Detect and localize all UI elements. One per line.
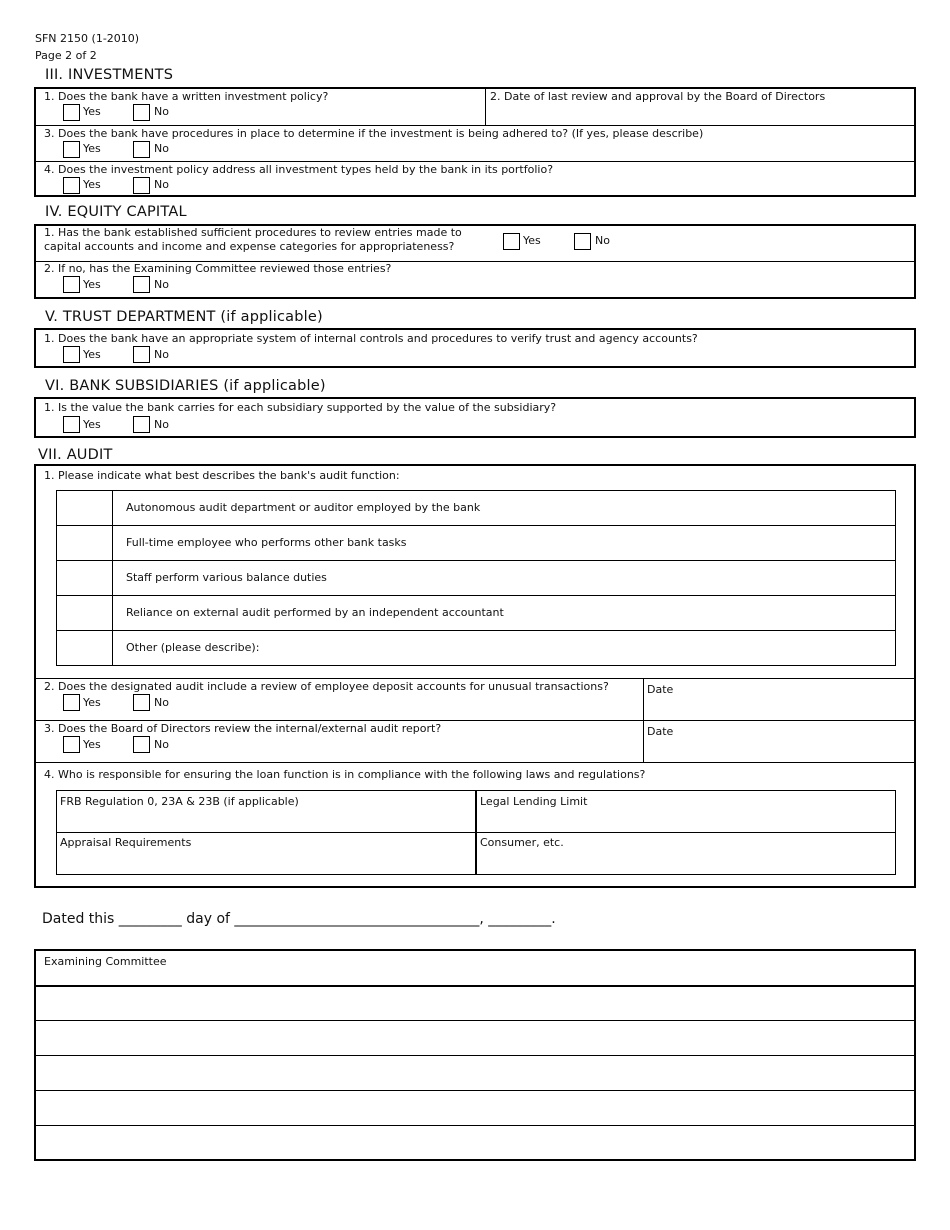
- audit-q3-no-checkbox[interactable]: [133, 736, 150, 753]
- audit-option-2: Full-time employee who performs other bank tasks: [126, 536, 407, 549]
- subsidiaries-q1-no-checkbox[interactable]: [133, 416, 150, 433]
- committee-signature-line[interactable]: [36, 1091, 914, 1125]
- yes-label: Yes: [83, 142, 101, 155]
- no-label: No: [595, 234, 610, 247]
- equity-q2-yes-checkbox[interactable]: [63, 276, 80, 293]
- audit-q2: 2. Does the designated audit include a review of employee deposit accounts for unusual transactions?: [44, 680, 609, 693]
- investments-q3-no-checkbox[interactable]: [133, 141, 150, 158]
- no-label: No: [154, 738, 169, 751]
- trust-q1-no-checkbox[interactable]: [133, 346, 150, 363]
- subsidiaries-box: [34, 397, 916, 438]
- section-equity-title: IV. EQUITY CAPITAL: [45, 204, 187, 220]
- yes-label: Yes: [83, 738, 101, 751]
- page-number: Page 2 of 2: [35, 49, 97, 62]
- equity-q2-no-checkbox[interactable]: [133, 276, 150, 293]
- audit-option-5-checkbox[interactable]: [57, 631, 112, 665]
- audit-option-1: Autonomous audit department or auditor employed by the bank: [126, 501, 481, 514]
- committee-signature-line[interactable]: [36, 987, 914, 1020]
- investments-box: [34, 87, 916, 197]
- yes-label: Yes: [83, 696, 101, 709]
- yes-label: Yes: [83, 178, 101, 191]
- examining-committee-label: Examining Committee: [44, 955, 167, 968]
- dated-line[interactable]: Dated this _________ day of ___________________________________, _________.: [42, 911, 556, 927]
- reg-frb: FRB Regulation 0, 23A & 23B (if applicable): [60, 795, 299, 808]
- no-label: No: [154, 418, 169, 431]
- no-label: No: [154, 348, 169, 361]
- subsidiaries-q1: 1. Is the value the bank carries for each subsidiary supported by the value of the subsidiary?: [44, 401, 557, 414]
- yes-label: Yes: [83, 105, 101, 118]
- audit-option-3-checkbox[interactable]: [57, 561, 112, 595]
- no-label: No: [154, 142, 169, 155]
- audit-q3: 3. Does the Board of Directors review the internal/external audit report?: [44, 722, 442, 735]
- trust-box: [34, 328, 916, 368]
- audit-option-3: Staff perform various balance duties: [126, 571, 327, 584]
- section-trust-title: V. TRUST DEPARTMENT (if applicable): [45, 309, 323, 325]
- no-label: No: [154, 278, 169, 291]
- committee-signature-line[interactable]: [36, 1126, 914, 1159]
- yes-label: Yes: [83, 278, 101, 291]
- audit-option-1-checkbox[interactable]: [57, 491, 112, 525]
- reg-legal-lending: Legal Lending Limit: [480, 795, 588, 808]
- audit-q4: 4. Who is responsible for ensuring the loan function is in compliance with the following laws and regulations?: [44, 768, 646, 781]
- equity-q1-yes-checkbox[interactable]: [503, 233, 520, 250]
- equity-q1-no-checkbox[interactable]: [574, 233, 591, 250]
- section-investments-title: III. INVESTMENTS: [45, 67, 174, 83]
- equity-q1-line1: 1. Has the bank established sufficient procedures to review entries made to: [44, 226, 462, 239]
- investments-q3: 3. Does the bank have procedures in place to determine if the investment is being adhered to? (If yes, please describe): [44, 127, 704, 140]
- equity-box: [34, 224, 916, 299]
- yes-label: Yes: [523, 234, 541, 247]
- section-audit-title: VII. AUDIT: [38, 447, 113, 463]
- investments-q4: 4. Does the investment policy address all investment types held by the bank in its portfolio?: [44, 163, 554, 176]
- section-subsidiaries-title: VI. BANK SUBSIDIARIES (if applicable): [45, 378, 326, 394]
- regulations-table: [56, 790, 896, 875]
- audit-options-table: [56, 490, 896, 666]
- yes-label: Yes: [83, 418, 101, 431]
- form-number: SFN 2150 (1-2010): [35, 32, 140, 45]
- trust-q1: 1. Does the bank have an appropriate system of internal controls and procedures to verify trust and agency accounts?: [44, 332, 698, 345]
- no-label: No: [154, 696, 169, 709]
- audit-option-2-checkbox[interactable]: [57, 526, 112, 560]
- trust-q1-yes-checkbox[interactable]: [63, 346, 80, 363]
- investments-q2: 2. Date of last review and approval by the Board of Directors: [490, 90, 826, 103]
- audit-q1: 1. Please indicate what best describes the bank's audit function:: [44, 469, 400, 482]
- subsidiaries-q1-yes-checkbox[interactable]: [63, 416, 80, 433]
- investments-q1-no-checkbox[interactable]: [133, 104, 150, 121]
- audit-q3-date-label: Date: [647, 725, 674, 738]
- no-label: No: [154, 105, 169, 118]
- committee-signature-line[interactable]: [36, 1056, 914, 1090]
- investments-q1-yes-checkbox[interactable]: [63, 104, 80, 121]
- audit-option-5: Other (please describe):: [126, 641, 260, 654]
- equity-q2: 2. If no, has the Examining Committee reviewed those entries?: [44, 262, 392, 275]
- audit-option-4: Reliance on external audit performed by an independent accountant: [126, 606, 504, 619]
- investments-q1: 1. Does the bank have a written investment policy?: [44, 90, 329, 103]
- audit-q2-yes-checkbox[interactable]: [63, 694, 80, 711]
- reg-appraisal: Appraisal Requirements: [60, 836, 192, 849]
- no-label: No: [154, 178, 169, 191]
- audit-q2-no-checkbox[interactable]: [133, 694, 150, 711]
- investments-q4-yes-checkbox[interactable]: [63, 177, 80, 194]
- committee-signature-line[interactable]: [36, 1021, 914, 1055]
- equity-q1-line2: capital accounts and income and expense categories for appropriateness?: [44, 240, 455, 253]
- investments-q3-yes-checkbox[interactable]: [63, 141, 80, 158]
- examining-committee-box: [34, 949, 916, 1161]
- reg-consumer: Consumer, etc.: [480, 836, 564, 849]
- audit-option-4-checkbox[interactable]: [57, 596, 112, 630]
- yes-label: Yes: [83, 348, 101, 361]
- audit-q3-yes-checkbox[interactable]: [63, 736, 80, 753]
- audit-box: [34, 464, 916, 888]
- investments-q4-no-checkbox[interactable]: [133, 177, 150, 194]
- audit-q2-date-label: Date: [647, 683, 674, 696]
